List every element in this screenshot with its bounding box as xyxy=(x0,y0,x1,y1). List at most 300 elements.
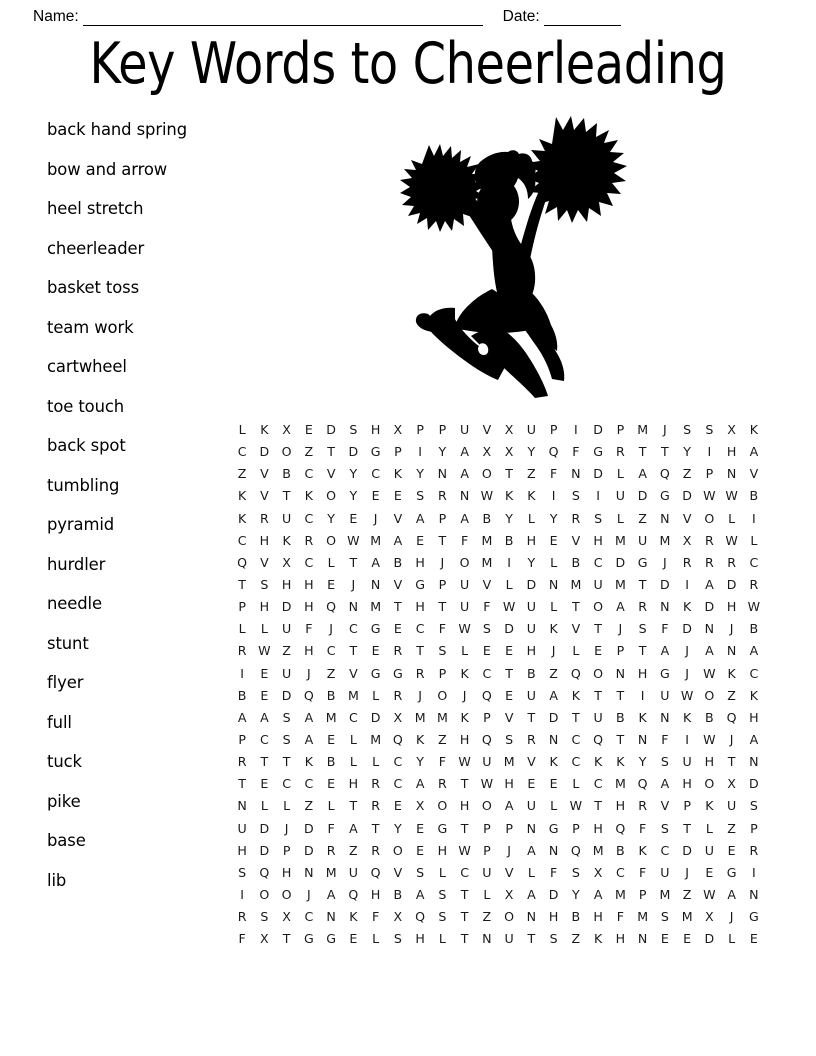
grid-cell[interactable]: K xyxy=(638,842,647,858)
grid-cell[interactable]: H xyxy=(348,776,359,792)
grid-cell[interactable]: H xyxy=(615,931,626,947)
grid-cell[interactable]: M xyxy=(370,731,382,747)
grid-cell[interactable]: N xyxy=(237,798,247,814)
grid-cell[interactable]: K xyxy=(393,466,402,482)
grid-cell[interactable]: T xyxy=(594,798,602,814)
grid-cell[interactable]: D xyxy=(281,687,292,703)
grid-cell[interactable]: R xyxy=(571,510,581,526)
grid-cell[interactable]: W xyxy=(347,532,360,548)
grid-cell[interactable]: A xyxy=(415,510,425,526)
grid-cell[interactable]: A xyxy=(393,532,403,548)
grid-cell[interactable]: Q xyxy=(481,687,492,703)
grid-cell[interactable]: U xyxy=(526,599,536,615)
grid-cell[interactable]: V xyxy=(660,798,670,814)
grid-cell[interactable]: H xyxy=(593,820,603,836)
grid-cell[interactable]: D xyxy=(682,488,692,504)
grid-cell[interactable]: S xyxy=(505,731,514,747)
grid-cell[interactable]: U xyxy=(526,422,536,437)
grid-cell[interactable]: Z xyxy=(727,820,736,836)
grid-cell[interactable]: H xyxy=(237,842,247,858)
grid-cell[interactable]: P xyxy=(616,643,625,659)
grid-cell[interactable]: F xyxy=(438,754,446,770)
grid-cell[interactable]: E xyxy=(393,488,402,504)
grid-cell[interactable]: A xyxy=(349,820,358,836)
grid-cell[interactable]: L xyxy=(616,466,624,482)
grid-cell[interactable]: F xyxy=(238,931,246,947)
grid-cell[interactable]: V xyxy=(326,466,336,482)
grid-cell[interactable]: Z xyxy=(549,665,558,681)
grid-cell[interactable]: X xyxy=(504,422,514,437)
grid-cell[interactable]: U xyxy=(526,687,536,703)
grid-cell[interactable]: T xyxy=(238,776,246,792)
grid-cell[interactable]: T xyxy=(260,754,269,770)
grid-cell[interactable]: D xyxy=(259,820,270,836)
grid-cell[interactable]: V xyxy=(527,754,536,770)
grid-cell[interactable]: X xyxy=(593,864,603,880)
grid-cell[interactable]: A xyxy=(504,798,514,814)
grid-cell[interactable]: E xyxy=(304,422,313,437)
grid-cell[interactable]: Y xyxy=(349,466,358,482)
grid-cell[interactable]: F xyxy=(550,466,558,482)
grid-cell[interactable]: V xyxy=(393,864,403,880)
grid-cell[interactable]: T xyxy=(460,931,469,947)
grid-cell[interactable]: E xyxy=(260,687,269,703)
grid-cell[interactable]: Q xyxy=(237,554,248,570)
grid-cell[interactable]: S xyxy=(282,709,291,725)
grid-cell[interactable]: D xyxy=(304,820,314,836)
grid-cell[interactable]: N xyxy=(660,599,670,615)
grid-cell[interactable]: L xyxy=(550,798,558,814)
grid-cell[interactable]: R xyxy=(638,798,647,814)
grid-cell[interactable]: Q xyxy=(348,886,359,902)
grid-cell[interactable]: M xyxy=(681,909,693,925)
grid-cell[interactable]: I xyxy=(640,687,645,703)
grid-cell[interactable]: Y xyxy=(638,754,647,770)
grid-cell[interactable]: G xyxy=(437,820,448,836)
grid-cell[interactable]: H xyxy=(281,864,292,880)
grid-cell[interactable]: K xyxy=(549,621,558,637)
grid-cell[interactable]: M xyxy=(325,709,337,725)
grid-cell[interactable]: C xyxy=(749,554,759,570)
grid-cell[interactable]: B xyxy=(571,909,581,925)
grid-cell[interactable]: W xyxy=(458,754,471,770)
grid-cell[interactable]: E xyxy=(260,776,269,792)
grid-cell[interactable]: N xyxy=(526,909,537,925)
grid-cell[interactable]: T xyxy=(349,643,358,659)
grid-cell[interactable]: G xyxy=(659,665,670,681)
grid-cell[interactable]: U xyxy=(660,864,670,880)
grid-cell[interactable]: B xyxy=(749,488,759,504)
grid-cell[interactable]: C xyxy=(571,754,581,770)
grid-cell[interactable]: I xyxy=(752,510,756,526)
grid-cell[interactable]: J xyxy=(685,864,689,880)
grid-cell[interactable]: O xyxy=(704,510,715,526)
grid-cell[interactable]: Y xyxy=(527,554,536,570)
grid-cell[interactable]: F xyxy=(438,621,446,637)
grid-cell[interactable]: X xyxy=(415,798,425,814)
grid-cell[interactable]: F xyxy=(616,909,624,925)
grid-cell[interactable]: L xyxy=(238,422,246,437)
grid-cell[interactable]: R xyxy=(371,776,380,792)
grid-cell[interactable]: J xyxy=(729,621,734,637)
grid-cell[interactable]: B xyxy=(393,554,403,570)
grid-cell[interactable]: H xyxy=(281,576,292,592)
grid-cell[interactable]: O xyxy=(437,687,448,703)
grid-cell[interactable]: Q xyxy=(615,820,626,836)
grid-cell[interactable]: P xyxy=(549,422,558,437)
grid-cell[interactable]: S xyxy=(660,820,669,836)
grid-cell[interactable]: K xyxy=(237,510,247,526)
grid-cell[interactable]: W xyxy=(725,488,738,504)
grid-cell[interactable]: C xyxy=(415,621,425,637)
grid-cell[interactable]: N xyxy=(615,665,626,681)
grid-cell[interactable]: L xyxy=(327,554,335,570)
grid-cell[interactable]: L xyxy=(572,776,580,792)
grid-cell[interactable]: I xyxy=(574,422,578,437)
grid-cell[interactable]: A xyxy=(237,709,247,725)
grid-cell[interactable]: J xyxy=(284,820,289,836)
grid-cell[interactable]: M xyxy=(481,532,493,548)
grid-cell[interactable]: V xyxy=(393,510,403,526)
grid-cell[interactable]: K xyxy=(593,754,603,770)
grid-cell[interactable]: T xyxy=(438,532,447,548)
grid-cell[interactable]: P xyxy=(282,842,291,858)
grid-cell[interactable]: D xyxy=(682,842,692,858)
grid-cell[interactable]: W xyxy=(480,488,494,504)
grid-cell[interactable]: P xyxy=(616,422,625,437)
word-search-grid[interactable] xyxy=(231,419,765,950)
grid-cell[interactable]: B xyxy=(282,466,291,482)
grid-cell[interactable]: P xyxy=(438,665,447,681)
grid-cell[interactable]: Y xyxy=(416,466,424,482)
grid-cell[interactable]: L xyxy=(327,798,335,814)
grid-cell[interactable]: R xyxy=(437,488,447,504)
grid-cell[interactable]: T xyxy=(683,820,691,836)
grid-cell[interactable]: E xyxy=(327,731,336,747)
grid-cell[interactable]: D xyxy=(660,576,670,592)
grid-cell[interactable]: G xyxy=(326,931,336,947)
grid-cell[interactable]: K xyxy=(282,532,291,548)
grid-cell[interactable]: T xyxy=(616,687,625,703)
grid-cell[interactable]: A xyxy=(705,643,714,659)
grid-cell[interactable]: Z xyxy=(304,798,314,814)
grid-cell[interactable]: G xyxy=(370,621,381,637)
grid-cell[interactable]: D xyxy=(259,444,270,460)
grid-cell[interactable]: T xyxy=(594,687,602,703)
grid-cell[interactable]: M xyxy=(592,842,604,858)
grid-cell[interactable]: A xyxy=(415,776,425,792)
grid-cell[interactable]: S xyxy=(683,422,692,437)
grid-cell[interactable]: K xyxy=(460,709,469,725)
grid-cell[interactable]: F xyxy=(639,864,647,880)
grid-cell[interactable]: U xyxy=(504,931,514,947)
grid-cell[interactable]: C xyxy=(237,444,247,460)
grid-cell[interactable]: L xyxy=(750,532,758,548)
grid-cell[interactable]: N xyxy=(526,820,537,836)
grid-cell[interactable]: S xyxy=(749,798,758,814)
grid-cell[interactable]: A xyxy=(749,731,759,747)
grid-cell[interactable]: R xyxy=(326,842,336,858)
grid-cell[interactable]: T xyxy=(527,709,536,725)
grid-cell[interactable]: V xyxy=(393,576,403,592)
grid-cell[interactable]: J xyxy=(685,665,689,681)
grid-cell[interactable]: L xyxy=(283,798,291,814)
grid-cell[interactable]: O xyxy=(281,886,292,902)
grid-cell[interactable]: Y xyxy=(527,444,536,460)
grid-cell[interactable]: C xyxy=(571,731,581,747)
grid-cell[interactable]: J xyxy=(351,576,356,592)
grid-cell[interactable]: C xyxy=(304,510,314,526)
grid-cell[interactable]: T xyxy=(349,554,358,570)
grid-cell[interactable]: E xyxy=(416,842,425,858)
grid-cell[interactable]: R xyxy=(704,554,714,570)
grid-cell[interactable]: I xyxy=(685,576,689,592)
grid-cell[interactable]: E xyxy=(594,643,603,659)
grid-cell[interactable]: Q xyxy=(259,864,270,880)
grid-cell[interactable]: F xyxy=(572,444,580,460)
grid-cell[interactable]: C xyxy=(282,776,292,792)
grid-cell[interactable]: W xyxy=(569,798,583,814)
grid-cell[interactable]: K xyxy=(749,422,758,437)
grid-cell[interactable]: T xyxy=(460,886,469,902)
grid-cell[interactable]: J xyxy=(373,510,378,526)
grid-cell[interactable]: Z xyxy=(304,444,314,460)
grid-cell[interactable]: M xyxy=(614,776,626,792)
grid-cell[interactable]: Q xyxy=(570,842,581,858)
grid-cell[interactable]: T xyxy=(349,798,358,814)
grid-cell[interactable]: J xyxy=(685,643,689,659)
grid-cell[interactable]: D xyxy=(548,709,559,725)
grid-cell[interactable]: L xyxy=(372,687,380,703)
grid-cell[interactable]: F xyxy=(550,864,558,880)
grid-cell[interactable]: Z xyxy=(727,687,736,703)
grid-cell[interactable]: T xyxy=(371,820,380,836)
grid-cell[interactable]: L xyxy=(505,576,513,592)
grid-cell[interactable]: S xyxy=(393,931,402,947)
grid-cell[interactable]: H xyxy=(459,731,470,747)
grid-cell[interactable]: D xyxy=(526,576,537,592)
grid-cell[interactable]: U xyxy=(615,488,625,504)
grid-cell[interactable]: N xyxy=(704,621,715,637)
grid-cell[interactable]: M xyxy=(659,886,671,902)
grid-cell[interactable]: M xyxy=(637,422,649,437)
grid-cell[interactable]: G xyxy=(392,665,403,681)
grid-cell[interactable]: L xyxy=(238,621,246,637)
grid-cell[interactable]: Z xyxy=(682,466,692,482)
grid-cell[interactable]: T xyxy=(616,731,625,747)
grid-cell[interactable]: B xyxy=(616,842,625,858)
grid-cell[interactable]: E xyxy=(416,532,425,548)
grid-cell[interactable]: T xyxy=(505,665,513,681)
grid-cell[interactable]: X xyxy=(727,776,736,792)
grid-cell[interactable]: R xyxy=(749,576,759,592)
grid-cell[interactable]: R xyxy=(615,444,625,460)
grid-cell[interactable]: X xyxy=(282,554,291,570)
grid-cell[interactable]: H xyxy=(370,886,381,902)
grid-cell[interactable]: E xyxy=(660,931,669,947)
grid-cell[interactable]: N xyxy=(548,842,559,858)
grid-cell[interactable]: Q xyxy=(548,444,559,460)
grid-cell[interactable]: E xyxy=(549,776,558,792)
grid-cell[interactable]: D xyxy=(749,776,759,792)
grid-cell[interactable]: U xyxy=(282,665,292,681)
grid-cell[interactable]: S xyxy=(705,422,714,437)
grid-cell[interactable]: V xyxy=(571,621,581,637)
grid-cell[interactable]: L xyxy=(728,510,736,526)
grid-cell[interactable]: Y xyxy=(438,444,447,460)
grid-cell[interactable]: C xyxy=(593,554,603,570)
grid-cell[interactable]: U xyxy=(237,820,247,836)
grid-cell[interactable]: T xyxy=(638,576,647,592)
grid-cell[interactable]: W xyxy=(725,532,738,548)
grid-cell[interactable]: E xyxy=(371,488,380,504)
grid-cell[interactable]: Z xyxy=(349,842,358,858)
grid-cell[interactable]: J xyxy=(462,687,467,703)
grid-cell[interactable]: P xyxy=(438,510,447,526)
grid-cell[interactable]: H xyxy=(504,776,514,792)
grid-cell[interactable]: W xyxy=(458,621,471,637)
grid-cell[interactable]: J xyxy=(618,621,623,637)
grid-cell[interactable]: F xyxy=(372,909,380,925)
grid-cell[interactable]: L xyxy=(728,931,736,947)
grid-cell[interactable]: E xyxy=(349,510,358,526)
grid-cell[interactable]: L xyxy=(527,864,535,880)
grid-cell[interactable]: O xyxy=(326,532,337,548)
grid-cell[interactable]: P xyxy=(638,886,647,902)
grid-cell[interactable]: T xyxy=(282,754,291,770)
grid-cell[interactable]: C xyxy=(393,754,403,770)
grid-cell[interactable]: E xyxy=(260,665,269,681)
grid-cell[interactable]: J xyxy=(729,909,734,925)
grid-cell[interactable]: R xyxy=(526,731,536,747)
grid-cell[interactable]: I xyxy=(240,665,244,681)
grid-cell[interactable]: T xyxy=(238,576,246,592)
date-write-in-line[interactable] xyxy=(544,10,621,26)
grid-cell[interactable]: U xyxy=(727,798,737,814)
grid-cell[interactable]: R xyxy=(682,554,692,570)
grid-cell[interactable]: W xyxy=(703,665,716,681)
grid-cell[interactable]: C xyxy=(348,709,358,725)
grid-cell[interactable]: N xyxy=(637,931,648,947)
grid-cell[interactable]: D xyxy=(615,554,626,570)
grid-cell[interactable]: T xyxy=(505,466,513,482)
grid-cell[interactable]: L xyxy=(550,554,558,570)
grid-cell[interactable]: V xyxy=(504,864,514,880)
grid-cell[interactable]: Y xyxy=(683,444,691,460)
grid-cell[interactable]: C xyxy=(304,909,314,925)
grid-cell[interactable]: U xyxy=(704,842,714,858)
grid-cell[interactable]: D xyxy=(326,422,336,437)
grid-cell[interactable]: M xyxy=(481,554,493,570)
grid-cell[interactable]: T xyxy=(727,754,736,770)
grid-cell[interactable]: L xyxy=(483,886,491,902)
grid-cell[interactable]: A xyxy=(705,576,714,592)
grid-cell[interactable]: H xyxy=(415,599,425,615)
grid-cell[interactable]: X xyxy=(393,709,403,725)
grid-cell[interactable]: T xyxy=(661,444,669,460)
grid-cell[interactable]: H xyxy=(415,931,425,947)
grid-cell[interactable]: A xyxy=(593,886,603,902)
grid-cell[interactable]: G xyxy=(726,864,737,880)
grid-cell[interactable]: U xyxy=(482,864,492,880)
grid-cell[interactable]: I xyxy=(507,554,511,570)
grid-cell[interactable]: G xyxy=(548,820,559,836)
grid-cell[interactable]: R xyxy=(259,510,269,526)
grid-cell[interactable]: U xyxy=(282,510,292,526)
grid-cell[interactable]: X xyxy=(682,532,692,548)
grid-cell[interactable]: T xyxy=(327,444,335,460)
grid-cell[interactable]: I xyxy=(596,488,600,504)
grid-cell[interactable]: I xyxy=(685,731,689,747)
grid-cell[interactable]: U xyxy=(660,687,670,703)
grid-cell[interactable]: T xyxy=(527,931,536,947)
grid-cell[interactable]: R xyxy=(237,754,247,770)
grid-cell[interactable]: J xyxy=(551,643,556,659)
grid-cell[interactable]: B xyxy=(705,709,714,725)
grid-cell[interactable]: H xyxy=(304,643,314,659)
grid-cell[interactable]: Y xyxy=(505,510,513,526)
grid-cell[interactable]: Z xyxy=(527,466,536,482)
grid-cell[interactable]: P xyxy=(683,798,691,814)
grid-cell[interactable]: M xyxy=(614,886,626,902)
grid-cell[interactable]: C xyxy=(660,842,670,858)
grid-cell[interactable]: K xyxy=(682,709,692,725)
grid-cell[interactable]: M xyxy=(570,576,582,592)
grid-cell[interactable]: A xyxy=(460,510,469,526)
grid-cell[interactable]: N xyxy=(726,466,737,482)
grid-cell[interactable]: C xyxy=(371,466,381,482)
grid-cell[interactable]: W xyxy=(258,643,271,659)
grid-cell[interactable]: U xyxy=(638,532,648,548)
grid-cell[interactable]: M xyxy=(370,599,382,615)
grid-cell[interactable]: D xyxy=(304,842,314,858)
grid-cell[interactable]: A xyxy=(260,709,269,725)
grid-cell[interactable]: U xyxy=(526,798,536,814)
grid-cell[interactable]: H xyxy=(459,798,470,814)
grid-cell[interactable]: M xyxy=(503,754,515,770)
grid-cell[interactable]: J xyxy=(729,731,734,747)
grid-cell[interactable]: W xyxy=(747,599,761,615)
grid-cell[interactable]: L xyxy=(349,731,357,747)
grid-cell[interactable]: G xyxy=(637,554,648,570)
grid-cell[interactable]: X xyxy=(504,444,514,460)
grid-cell[interactable]: E xyxy=(416,820,425,836)
grid-cell[interactable]: N xyxy=(437,466,448,482)
grid-cell[interactable]: M xyxy=(414,709,426,725)
grid-cell[interactable]: R xyxy=(393,687,403,703)
grid-cell[interactable]: L xyxy=(705,820,713,836)
grid-cell[interactable]: K xyxy=(593,931,603,947)
grid-cell[interactable]: Z xyxy=(682,886,692,902)
grid-cell[interactable]: V xyxy=(482,422,492,437)
grid-cell[interactable]: H xyxy=(415,554,425,570)
grid-cell[interactable]: Y xyxy=(572,886,580,902)
grid-cell[interactable]: T xyxy=(438,599,447,615)
grid-cell[interactable]: N xyxy=(749,886,759,902)
grid-cell[interactable]: B xyxy=(326,754,336,770)
grid-cell[interactable]: W xyxy=(458,842,471,858)
grid-cell[interactable]: Z xyxy=(237,466,247,482)
grid-cell[interactable]: F xyxy=(461,532,469,548)
grid-cell[interactable]: A xyxy=(527,842,536,858)
grid-cell[interactable]: U xyxy=(482,754,492,770)
grid-cell[interactable]: Q xyxy=(570,665,581,681)
grid-cell[interactable]: U xyxy=(460,599,470,615)
grid-cell[interactable]: U xyxy=(460,422,470,437)
grid-cell[interactable]: R xyxy=(437,776,447,792)
grid-cell[interactable]: D xyxy=(548,886,559,902)
grid-cell[interactable]: N xyxy=(482,931,492,947)
